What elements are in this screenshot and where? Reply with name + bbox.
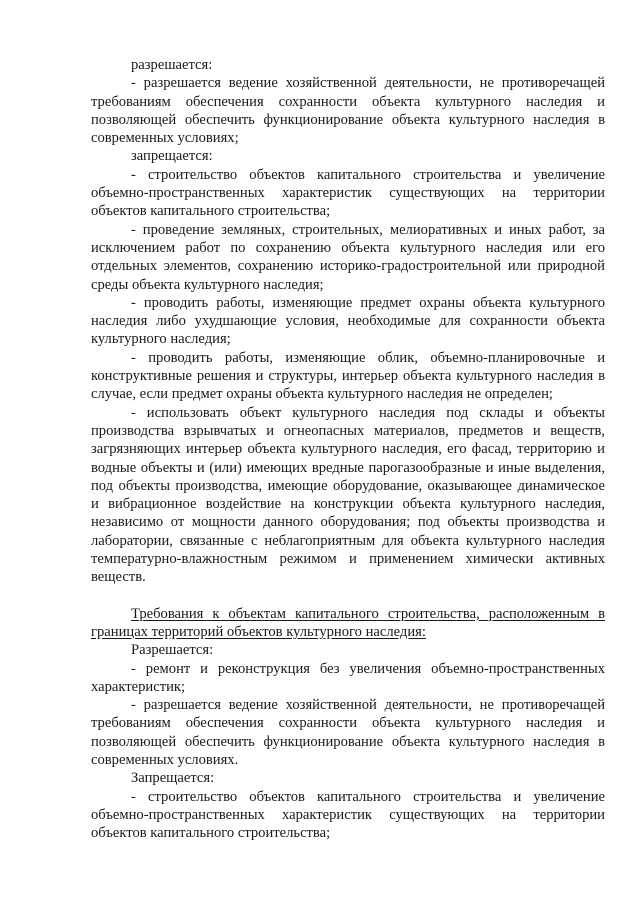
forbidden-item: - строительство объектов капитального строительства и увеличение объемно-пространственных характеристик существующих на территории объектов капитального строительства; bbox=[91, 788, 605, 842]
section-heading: Требования к объектам капитального строительства, расположенным в границах территорий объектов культурного наследия: bbox=[91, 605, 605, 640]
forbidden-item: - строительство объектов капитального строительства и увеличение объемно-пространственных характеристик существующих на территории объектов капитального строительства; bbox=[91, 166, 605, 220]
section-general-requirements bbox=[91, 56, 605, 587]
allowed-item: - разрешается ведение хозяйственной деятельности, не противоречащей требованиям обеспечения сохранности объекта культурного наследия и позволяющей обеспечить функционирование объекта культурного наследия в современных условиях. bbox=[91, 697, 605, 768]
allowed-label: разрешается: bbox=[131, 57, 213, 73]
allowed-item: - разрешается ведение хозяйственной деятельности, не противоречащей требованиям обеспечения сохранности объекта культурного наследия и позволяющей обеспечить функционирование объекта культурного наследия в современных условиях; bbox=[91, 75, 605, 147]
forbidden-item: - проведение земляных, строительных, мелиоративных и иных работ, за исключением работ по сохранению объекта культурного наследия или его отдельных элементов, сохранению историко-градостроительной или природной среды объекта культурного наследия; bbox=[91, 221, 605, 293]
document-page bbox=[91, 56, 605, 842]
forbidden-label: Запрещается: bbox=[131, 770, 215, 787]
forbidden-item: - проводить работы, изменяющие предмет охраны объекта культурного наследия либо ухудшающие условия, необходимые для сохранности объекта культурного наследия; bbox=[91, 294, 605, 348]
section-capital-construction bbox=[91, 605, 605, 843]
forbidden-item: - проводить работы, изменяющие облик, объемно-планировочные и конструктивные решения и структуры, интерьер объекта культурного наследия в случае, если предмет охраны объекта культурного наследия не определен; bbox=[91, 349, 605, 403]
allowed-item: - ремонт и реконструкция без увеличения объемно-пространственных характеристик; bbox=[91, 660, 605, 695]
forbidden-label: запрещается: bbox=[131, 148, 213, 165]
allowed-label: Разрешается: bbox=[131, 642, 214, 659]
forbidden-item: - использовать объект культурного наследия под склады и объекты производства взрывчатых и огнеопасных материалов, предметов и веществ, загрязняющих интерьер объекта культурного наследия, его фасад, территорию и водные объекты и (или) имеющих вредные парогазообразные и иные выделения, под объекты производства, имеющие оборудование, оказывающее динамическое и вибрационное воздействие на конструкции объекта культурного наследия, независимо от мощности данного оборудования; под объекты производства и лаборатории, связанные с неблагоприятным для объекта культурного наследия температурно-влажностным режимом и применением химически активных веществ. bbox=[91, 404, 605, 586]
